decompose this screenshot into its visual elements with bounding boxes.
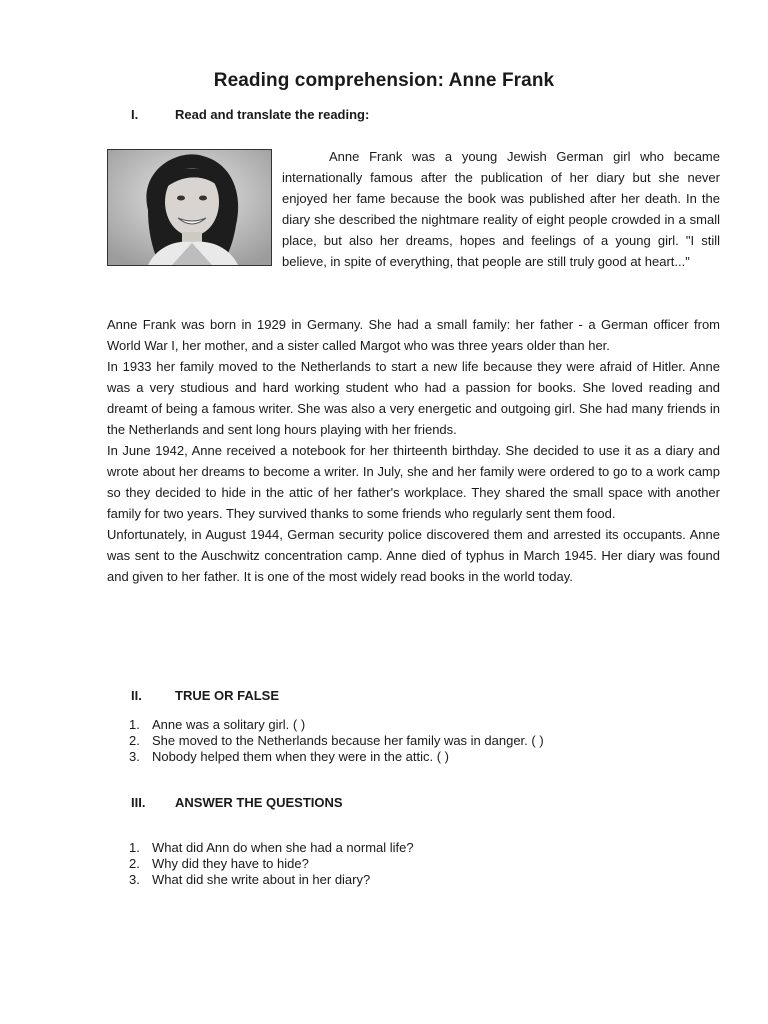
item-text: She moved to the Netherlands because her family was in danger. ( ) [152,733,544,748]
item-text: What did she write about in her diary? [152,872,371,887]
paragraph: Anne Frank was born in 1929 in Germany. She had a small family: her father - a German officer from World War I, her mother, and a sister called Margot who was three years older than her. [107,317,720,353]
section-title: ANSWER THE QUESTIONS [175,795,343,810]
paragraph: In June 1942, Anne received a notebook for her thirteenth birthday. She decided to use it as a diary and wrote about her dreams to become a writer. In July, she and her family were ordered to go to a work camp so they decided to hide in the attic of her father's workplace. They shared the small space with another family for two years. They survived thanks to some friends who regularly sent them food. [107,443,720,521]
item-number: 1. [129,717,140,732]
item-number: 1. [129,840,140,855]
section-reading-heading [131,107,369,122]
paragraph: Unfortunately, in August 1944, German security police discovered them and arrested its occupants. Anne was sent to the Auschwitz concentration camp. Anne died of typhus in March 1945. Her diary was found and given to her father. It is one of the most widely read books in the world today. [107,527,720,584]
intro-paragraph [107,146,720,272]
list-item [129,733,544,749]
section-number: II. [131,688,142,703]
paragraph: In 1933 her family moved to the Netherlands to start a new life because they were afraid of Hitler. Anne was a very studious and hard working student who had a passion for books. She loved reading and dreamt of being a famous writer. She was also a very energetic and outgoing girl. She had many friends in the Netherlands and sent long hours playing with her friends. [107,359,720,437]
list-item [129,856,414,872]
item-text: What did Ann do when she had a normal life? [152,840,414,855]
section-questions-heading [131,795,343,810]
item-number: 2. [129,733,140,748]
item-text: Anne was a solitary girl. ( ) [152,717,306,732]
true-false-list [129,717,544,765]
list-item [129,840,414,856]
section-title: TRUE OR FALSE [175,688,280,703]
list-item [129,872,414,888]
item-text: Nobody helped them when they were in the attic. ( ) [152,749,449,764]
intro-text: Anne Frank was a young Jewish German girl who became internationally famous after the publication of her diary but she never enjoyed her fame because the book was published after her death. In the diary she described the nightmare reality of eight people crowded in a small place, but also her dreams, hopes and feelings of a young girl. "I still believe, in spite of everything, that people are still truly good at heart..." [282,149,720,269]
questions-list [129,840,414,888]
item-text: Why did they have to hide? [152,856,309,871]
section-title: Read and translate the reading: [175,107,370,122]
section-number: III. [131,795,146,810]
item-number: 2. [129,856,140,871]
item-number: 3. [129,872,140,887]
list-item [129,749,544,765]
section-number: I. [131,107,139,122]
reading-body [107,314,720,587]
list-item [129,717,544,733]
section-truefalse-heading [131,688,279,703]
item-number: 3. [129,749,140,764]
page-title: Reading comprehension: Anne Frank [213,70,555,91]
